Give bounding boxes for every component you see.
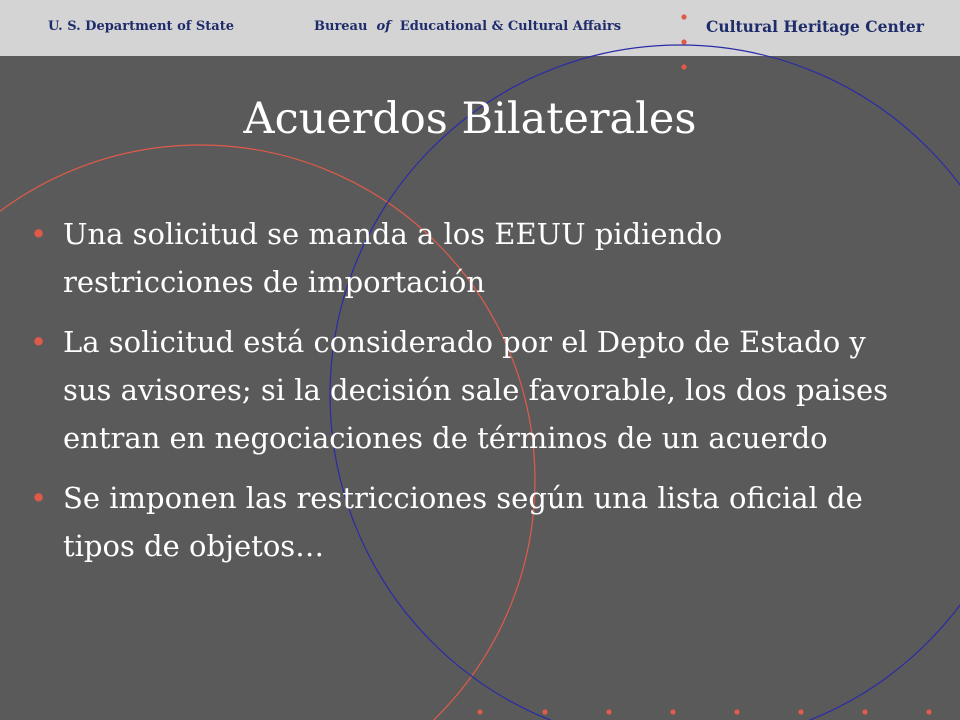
bureau-suffix: Educational & Cultural Affairs: [399, 19, 622, 34]
slide-title: Acuerdos Bilaterales: [243, 94, 697, 144]
heritage-center-label: Cultural Heritage Center: [706, 17, 924, 36]
department-label: U. S. Department of State: [48, 19, 234, 34]
bullet-text: La solicitud está considerado por el Depto de Estado y sus avisores; si la decisión sale favorable, los dos paises entran en negociaciones de términos de un acuerdo: [63, 325, 889, 455]
bullet-dot-icon: •: [30, 217, 48, 251]
bullet-dot-icon: •: [30, 325, 48, 359]
bureau-prefix: Bureau: [314, 19, 368, 34]
bullet-list: [30, 210, 920, 582]
bullet-item: [30, 318, 920, 462]
bullet-text: Se imponen las restricciones según una lista oficial de tipos de objetos…: [63, 481, 863, 563]
bullet-text: Una solicitud se manda a los EEUU pidiendo restricciones de importación: [63, 217, 723, 299]
bullet-dot-icon: •: [30, 481, 48, 515]
bullet-item: [30, 474, 920, 570]
bureau-of: of: [376, 19, 391, 34]
bullet-item: [30, 210, 920, 306]
